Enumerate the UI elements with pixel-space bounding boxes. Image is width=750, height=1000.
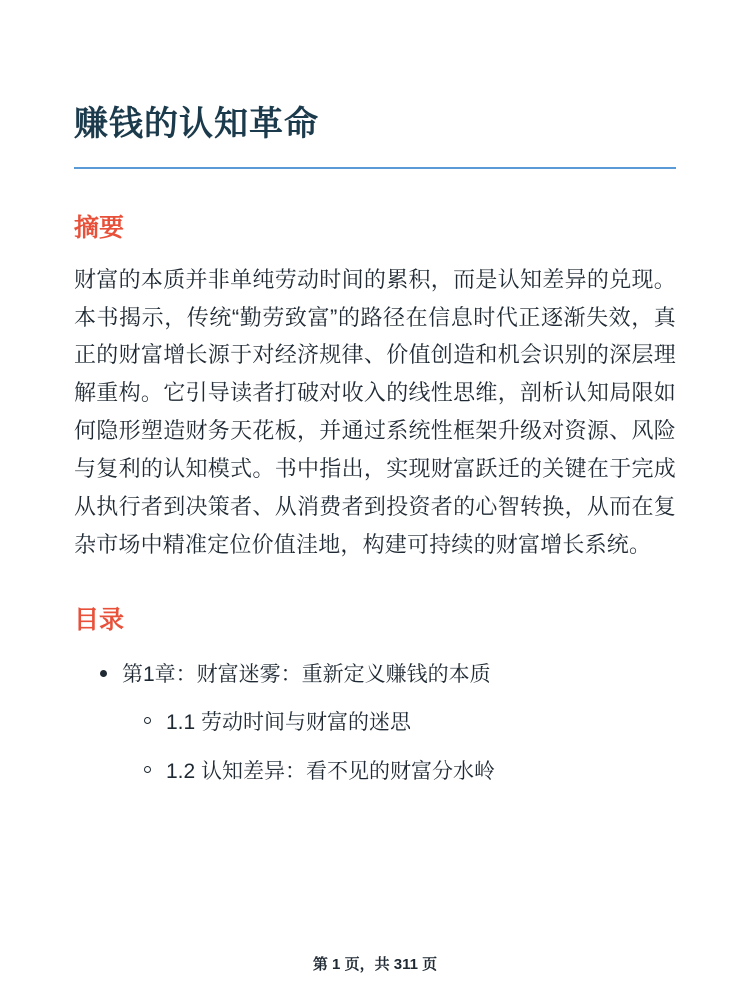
bullet-ring-icon [144, 766, 151, 773]
toc-chapter-label: 第1章：财富迷雾：重新定义赚钱的本质 [122, 663, 491, 687]
bullet-dot-icon [100, 670, 107, 677]
bullet-ring-icon [144, 717, 151, 724]
abstract-text: 财富的本质并非单纯劳动时间的累积，而是认知差异的兑现。本书揭示，传统“勤劳致富”的路径在信息时代正逐渐失效，真正的财富增长源于对经济规律、价值创造和机会识别的深层理解重构。它引导读者打破对收入的线性思维，剖析认知局限如何隐形塑造财务天花板，并通过系统性框架升级对资源、风险与复利的认知模式。书中指出，实现财富跃迁的关键在于完成从执行者到决策者、从消费者到投资者的心智转换，从而在复杂市场中精准定位价值洼地，构建可持续的财富增长系统。 [74, 266, 676, 557]
title-divider [74, 167, 676, 169]
toc-chapter-item[interactable] [74, 659, 676, 788]
abstract-heading: 摘要 [74, 213, 125, 242]
toc-section-label: 1.2 认知差异：看不见的财富分水岭 [166, 760, 496, 784]
page-title: 赚钱的认知革命 [74, 105, 319, 143]
toc-section-item[interactable] [122, 756, 676, 788]
toc-heading: 目录 [74, 606, 125, 635]
toc-list [74, 659, 676, 788]
toc-section-label: 1.1 劳动时间与财富的迷思 [166, 710, 412, 734]
toc-section-item[interactable] [122, 707, 676, 739]
toc-sublist [122, 707, 676, 788]
page-footer: 第 1 页，共 311 页 [312, 956, 438, 973]
